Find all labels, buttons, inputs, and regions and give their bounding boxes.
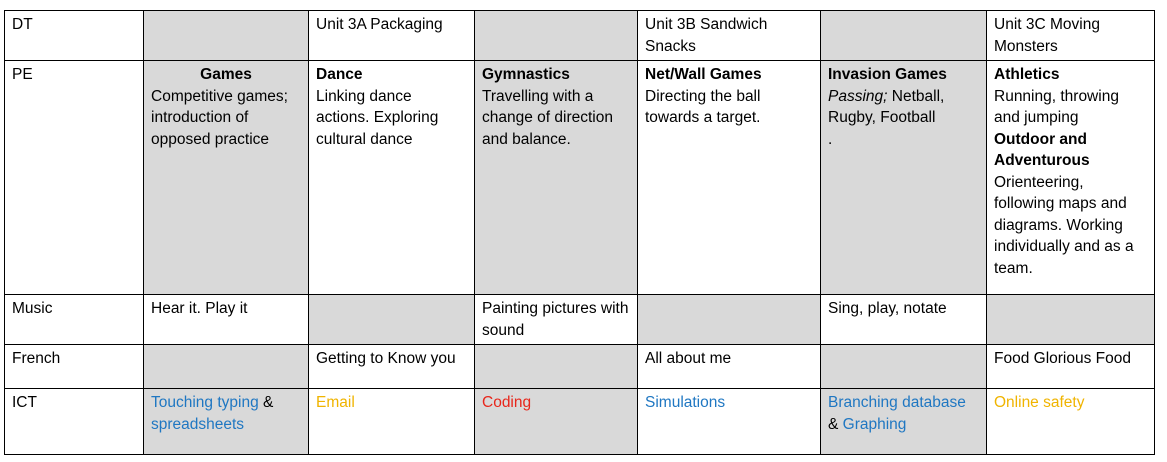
cell-pe-2	[309, 61, 475, 295]
cell-ict-6	[987, 389, 1155, 455]
pe-games-heading: Games	[200, 66, 252, 83]
pe-athletics-heading: Athletics	[994, 66, 1060, 83]
cell-french-5	[821, 345, 987, 389]
curriculum-table	[4, 10, 1155, 455]
pe-netwall-heading: Net/Wall Games	[645, 66, 762, 83]
cell-dt-5	[821, 11, 987, 61]
row-music	[5, 295, 1155, 345]
cell-ict-3	[475, 389, 638, 455]
cell-dt-4: Unit 3B Sandwich Snacks	[638, 11, 821, 61]
pe-invasion-dot: .	[828, 130, 833, 148]
ict-amp-2: &	[828, 415, 843, 433]
cell-ict-4	[638, 389, 821, 455]
pe-invasion-italic: Passing;	[828, 87, 888, 105]
cell-french-3	[475, 345, 638, 389]
ict-graphing: Graphing	[842, 415, 907, 433]
cell-dt-1	[144, 11, 309, 61]
cell-music-2	[309, 295, 475, 345]
cell-pe-3	[475, 61, 638, 295]
pe-invasion-text: Netball, Rugby, Football	[828, 87, 945, 126]
row-french	[5, 345, 1155, 389]
cell-ict-5	[821, 389, 987, 455]
ict-touch-typing: Touching typing	[151, 394, 259, 411]
row-label-ict: ICT	[5, 389, 144, 455]
row-ict	[5, 389, 1155, 455]
pe-dance-heading: Dance	[316, 66, 363, 83]
cell-pe-5	[821, 61, 987, 295]
pe-netwall-text: Directing the ball towards a target.	[645, 87, 761, 126]
row-label-pe: PE	[5, 61, 144, 295]
ict-branching-database: Branching database	[828, 394, 966, 411]
cell-pe-4	[638, 61, 821, 295]
cell-dt-2: Unit 3A Packaging	[309, 11, 475, 61]
pe-invasion-heading: Invasion Games	[828, 66, 947, 83]
ict-coding: Coding	[482, 394, 532, 411]
cell-french-1	[144, 345, 309, 389]
cell-pe-6	[987, 61, 1155, 295]
cell-french-6: Food Glorious Food	[987, 345, 1155, 389]
row-dt	[5, 11, 1155, 61]
pe-gymnastics-heading: Gymnastics	[482, 66, 570, 83]
cell-french-4: All about me	[638, 345, 821, 389]
pe-outdoor-text: Orienteering, following maps and diagrams. Working individually and as a team.	[994, 173, 1134, 277]
pe-outdoor-heading: Outdoor and Adventurous	[994, 130, 1090, 169]
row-label-dt: DT	[5, 11, 144, 61]
ict-spreadsheets: spreadsheets	[151, 415, 245, 433]
pe-games-text: Competitive games; introduction of opposed practice	[151, 87, 288, 148]
cell-music-5: Sing, play, notate	[821, 295, 987, 345]
pe-athletics-text: Running, throwing and jumping	[994, 87, 1119, 126]
cell-dt-3	[475, 11, 638, 61]
cell-music-3: Painting pictures with sound	[475, 295, 638, 345]
cell-music-6	[987, 295, 1155, 345]
ict-email: Email	[316, 394, 355, 411]
cell-dt-6: Unit 3C Moving Monsters	[987, 11, 1155, 61]
cell-ict-2	[309, 389, 475, 455]
row-pe	[5, 61, 1155, 295]
pe-gymnastics-text: Travelling with a change of direction and balance.	[482, 87, 613, 148]
ict-amp-1: &	[258, 394, 274, 411]
cell-ict-1	[144, 389, 309, 455]
row-label-music: Music	[5, 295, 144, 345]
ict-online-safety: Online safety	[994, 394, 1085, 411]
cell-french-2: Getting to Know you	[309, 345, 475, 389]
ict-simulations: Simulations	[645, 394, 726, 411]
cell-music-4	[638, 295, 821, 345]
cell-pe-1	[144, 61, 309, 295]
row-label-french: French	[5, 345, 144, 389]
cell-music-1: Hear it. Play it	[144, 295, 309, 345]
pe-dance-text: Linking dance actions. Exploring cultural dance	[316, 87, 439, 148]
